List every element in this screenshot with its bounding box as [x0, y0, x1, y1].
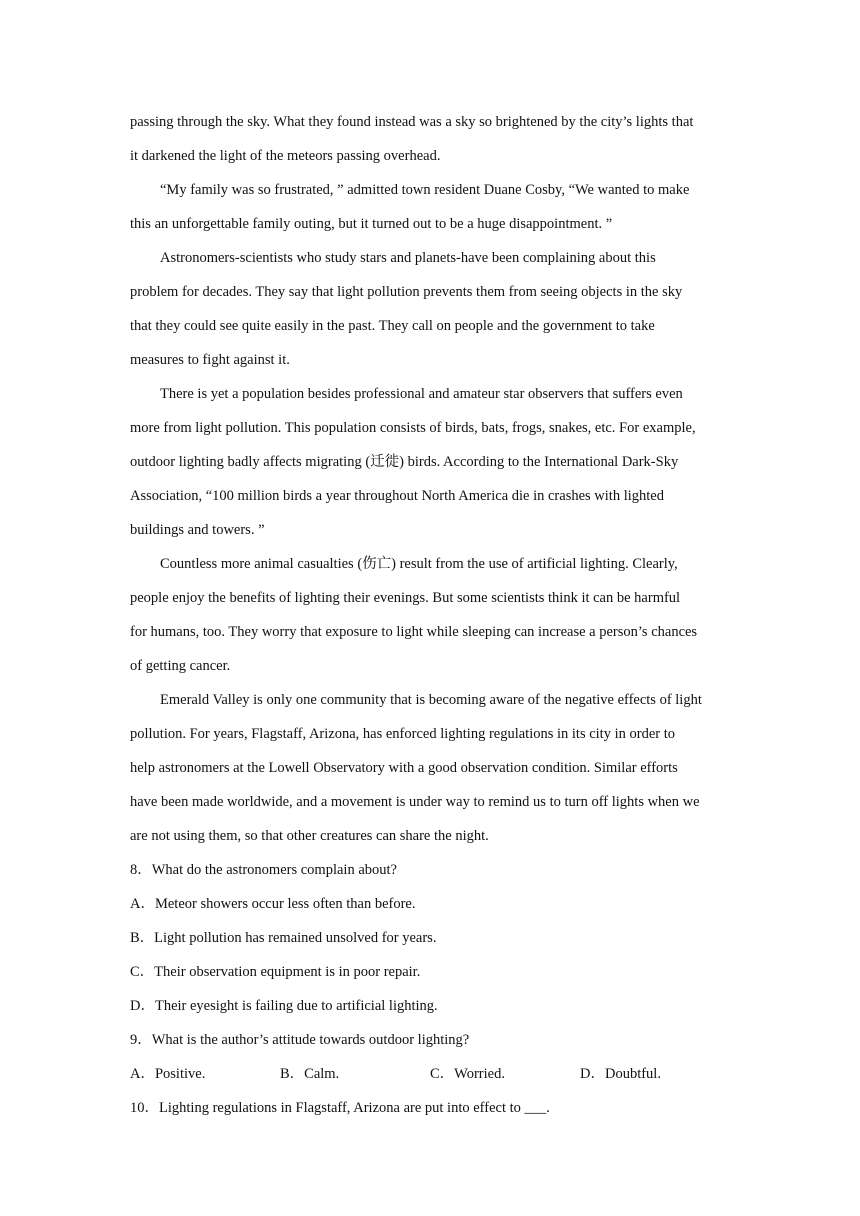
question-stem: 8．What do the astronomers complain about?	[130, 862, 397, 878]
option-d: D．Doubtful.	[580, 1066, 661, 1082]
passage-line: passing through the sky. What they found instead was a sky so brightened by the city’s lights that	[130, 114, 694, 130]
passage-line: buildings and towers. ”	[130, 522, 265, 538]
passage-line: “My family was so frustrated, ” admitted town resident Duane Cosby, “We wanted to make	[160, 182, 690, 198]
passage-line: Association, “100 million birds a year throughout North America die in crashes with lighted	[130, 488, 664, 504]
passage-line: help astronomers at the Lowell Observatory with a good observation condition. Similar efforts	[130, 760, 678, 776]
passage-line: problem for decades. They say that light pollution prevents them from seeing objects in the sky	[130, 284, 683, 300]
passage-line: people enjoy the benefits of lighting their evenings. But some scientists think it can be harmful	[130, 590, 681, 606]
passage-line: are not using them, so that other creatures can share the night.	[130, 828, 489, 844]
passage-line: it darkened the light of the meteors passing overhead.	[130, 148, 441, 164]
passage-line: measures to fight against it.	[130, 352, 290, 368]
passage-line: more from light pollution. This population consists of birds, bats, frogs, snakes, etc. For example,	[130, 420, 696, 436]
passage-line: Astronomers-scientists who study stars and planets-have been complaining about this	[160, 250, 656, 266]
passage-line: have been made worldwide, and a movement is under way to remind us to turn off lights when we	[130, 794, 700, 810]
passage-line: for humans, too. They worry that exposure to light while sleeping can increase a person’s chances	[130, 624, 698, 640]
option-d: D．Their eyesight is failing due to artificial lighting.	[130, 998, 438, 1014]
question-stem: 10．Lighting regulations in Flagstaff, Arizona are put into effect to ___.	[130, 1100, 550, 1116]
passage-line: of getting cancer.	[130, 658, 231, 674]
passage-line: that they could see quite easily in the past. They call on people and the government to take	[130, 318, 655, 334]
option-c: C．Their observation equipment is in poor repair.	[130, 964, 421, 980]
passage-line: Countless more animal casualties (伤亡) result from the use of artificial lighting. Clearly,	[160, 556, 678, 572]
question-stem: 9．What is the author’s attitude towards outdoor lighting?	[130, 1032, 470, 1048]
passage-line: outdoor lighting badly affects migrating (迁徙) birds. According to the International Dark-Sky	[130, 454, 679, 470]
option-a: A．Meteor showers occur less often than before.	[130, 896, 416, 912]
option-b: B．Light pollution has remained unsolved for years.	[130, 930, 437, 946]
passage-line: this an unforgettable family outing, but it turned out to be a huge disappointment. ”	[130, 216, 613, 232]
passage-line: There is yet a population besides professional and amateur star observers that suffers even	[160, 386, 683, 402]
option-b: B．Calm.	[280, 1066, 340, 1082]
passage-line: pollution. For years, Flagstaff, Arizona, has enforced lighting regulations in its city in order to	[130, 726, 675, 742]
option-c: C．Worried.	[430, 1066, 505, 1082]
passage-line: Emerald Valley is only one community that is becoming aware of the negative effects of light	[160, 692, 702, 708]
option-a: A．Positive.	[130, 1066, 206, 1082]
